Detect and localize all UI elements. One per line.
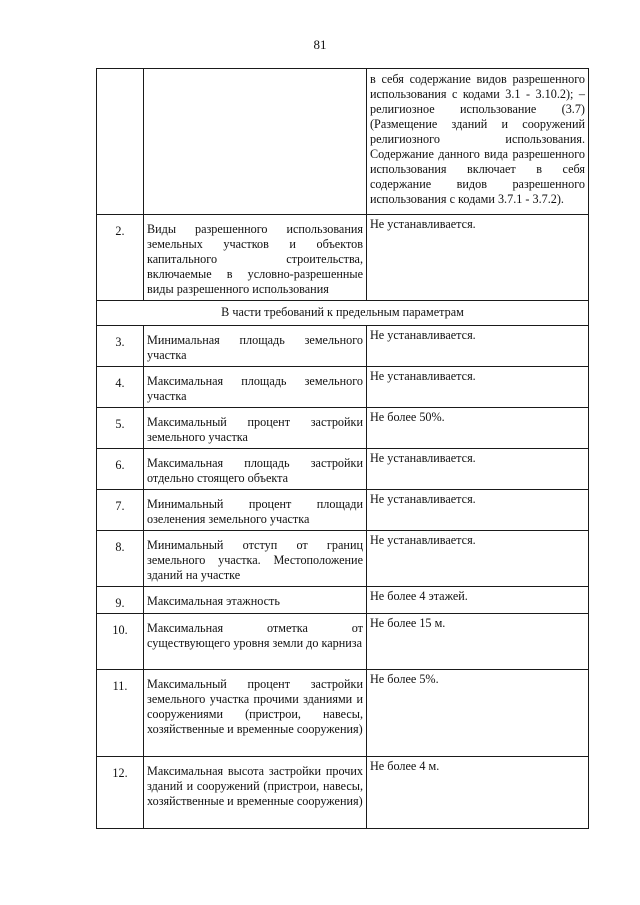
- row-number-cell: 6.: [97, 449, 144, 490]
- row-value-cell: Не более 5%.: [367, 670, 589, 757]
- row-value-cell: Не устанавливается.: [367, 215, 589, 301]
- table-row: [97, 215, 589, 301]
- row-number-cell: 11.: [97, 670, 144, 757]
- row-number-cell: 9.: [97, 587, 144, 614]
- row-number-cell: 12.: [97, 757, 144, 829]
- row-value-cell: Не устанавливается.: [367, 367, 589, 408]
- row-number-cell: 5.: [97, 408, 144, 449]
- table-row: [97, 614, 589, 670]
- row-name-cell: Максимальная этажность: [144, 587, 367, 614]
- row-name-cell: Максимальный процент застройки земельного участка прочими зданиями и сооружениями (пристрои, навесы, хозяйственные и временные сооружения): [144, 670, 367, 757]
- section-header-row: [97, 301, 589, 326]
- table-row: [97, 531, 589, 587]
- row-number-cell: 7.: [97, 490, 144, 531]
- row-number-cell: 10.: [97, 614, 144, 670]
- table-row: [97, 587, 589, 614]
- table-row: [97, 408, 589, 449]
- table-row: [97, 69, 589, 215]
- row-name-cell: [144, 69, 367, 215]
- row-name-cell: Минимальный отступ от границ земельного участка. Местоположение зданий на участке: [144, 531, 367, 587]
- row-value-cell: Не более 15 м.: [367, 614, 589, 670]
- row-name-cell: Минимальный процент площади озеленения земельного участка: [144, 490, 367, 531]
- table-row: [97, 490, 589, 531]
- row-name-cell: Максимальная отметка от существующего уровня земли до карниза: [144, 614, 367, 670]
- requirements-table: [96, 68, 589, 829]
- table-row: [97, 449, 589, 490]
- row-name-cell: Максимальная площадь земельного участка: [144, 367, 367, 408]
- table-row: [97, 670, 589, 757]
- table-row: [97, 757, 589, 829]
- row-number-cell: 2.: [97, 215, 144, 301]
- row-number-cell: 3.: [97, 326, 144, 367]
- row-value-cell: в себя содержание видов разрешенного использования с кодами 3.1 - 3.10.2); – религиозное использование (3.7) (Размещение зданий и сооружений религиозного использования. Содержание данного вида разрешенного использования включает в себя содержание видов разрешенного использования с кодами 3.7.1 - 3.7.2).: [367, 69, 589, 215]
- page-number: 81: [313, 37, 327, 52]
- row-name-cell: Минимальная площадь земельного участка: [144, 326, 367, 367]
- row-name-cell: Максимальный процент застройки земельного участка: [144, 408, 367, 449]
- section-title: В части требований к предельным параметрам: [97, 301, 589, 326]
- row-value-cell: Не устанавливается.: [367, 326, 589, 367]
- row-value-cell: Не более 50%.: [367, 408, 589, 449]
- row-name-cell: Максимальная площадь застройки отдельно стоящего объекта: [144, 449, 367, 490]
- row-value-cell: Не более 4 этажей.: [367, 587, 589, 614]
- table-row: [97, 367, 589, 408]
- row-name-cell: Виды разрешенного использования земельных участков и объектов капитального строительства, включаемые в условно-разрешенные виды разрешенного использования: [144, 215, 367, 301]
- row-value-cell: Не устанавливается.: [367, 531, 589, 587]
- row-number-cell: 8.: [97, 531, 144, 587]
- row-value-cell: Не устанавливается.: [367, 490, 589, 531]
- table-row: [97, 326, 589, 367]
- row-value-cell: Не более 4 м.: [367, 757, 589, 829]
- row-name-cell: Максимальная высота застройки прочих зданий и сооружений (пристрои, навесы, хозяйственные и временные сооружения): [144, 757, 367, 829]
- row-number-cell: [97, 69, 144, 215]
- row-number-cell: 4.: [97, 367, 144, 408]
- row-value-cell: Не устанавливается.: [367, 449, 589, 490]
